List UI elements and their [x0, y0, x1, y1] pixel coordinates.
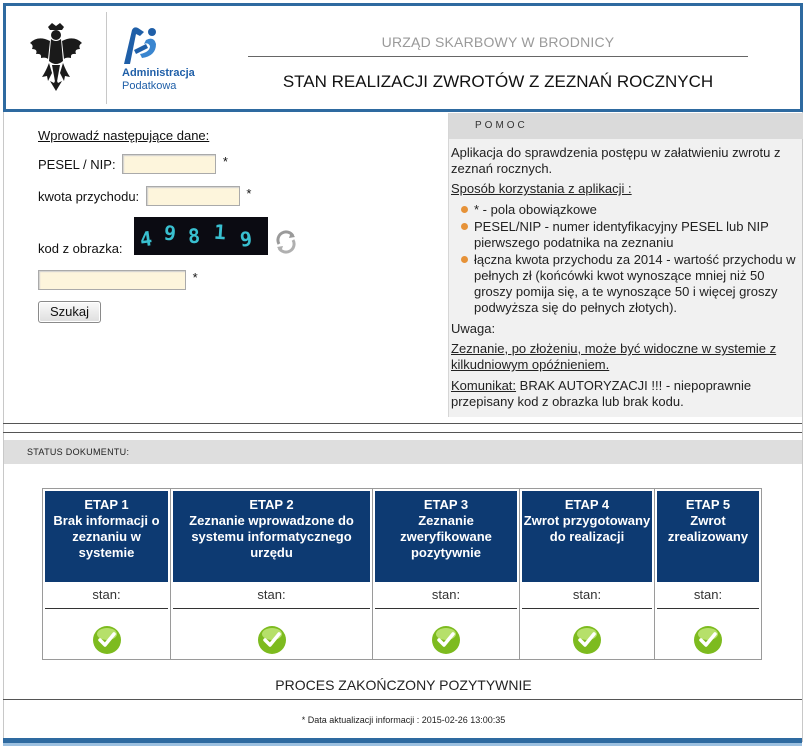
check-icon — [257, 625, 287, 655]
stage-state-label: stan: — [257, 587, 286, 602]
stage-title: ETAP 5 — [685, 497, 731, 512]
stage-rule — [522, 608, 652, 609]
amount-input[interactable] — [146, 186, 240, 206]
message-label: Komunikat: — [451, 378, 517, 393]
stage-3 — [373, 489, 519, 659]
help-panel — [448, 113, 802, 417]
stage-description: Zwrot przygotowany do realizacji — [523, 513, 651, 544]
header-divider — [106, 12, 107, 104]
page-header — [3, 3, 803, 112]
help-list-item — [461, 219, 801, 251]
logo-line-2: Podatkowa — [122, 80, 177, 92]
amount-label: kwota przychodu: — [38, 188, 140, 204]
footer-divider — [3, 699, 802, 700]
stage-1 — [43, 489, 170, 659]
help-message — [451, 378, 801, 410]
stage-state-label: stan: — [431, 587, 461, 602]
pesel-input[interactable] — [122, 154, 216, 174]
stage-title: ETAP 3 — [423, 497, 469, 512]
stage-title: ETAP 4 — [564, 497, 610, 512]
help-usage-heading: Sposób korzystania z aplikacji : — [451, 181, 632, 196]
logo-line-1: Administracja — [122, 67, 195, 79]
required-mark: * — [192, 270, 198, 285]
help-list-item — [461, 202, 801, 218]
check-icon — [572, 625, 602, 655]
form-instruction: Wprowadź następujące dane: — [38, 128, 210, 143]
pesel-label: PESEL / NIP: — [38, 156, 116, 172]
bullet-icon — [461, 223, 468, 230]
stage-5 — [655, 489, 761, 659]
help-title: POMOC — [449, 113, 803, 139]
help-note-text: Zeznanie, po złożeniu, może być widoczne w systemie z kilkudniowym opóźnieniem. — [451, 341, 777, 372]
bullet-icon — [461, 206, 468, 213]
page-title: STAN REALIZACJI ZWROTÓW Z ZEZNAŃ ROCZNYCH — [282, 72, 714, 91]
help-item-text: łączna kwota przychodu za 2014 - wartość przychodu w pełnych zł (końcówki kwot wynoszące mniej niż 50 groszy pomija się, a te wynoszące 50 i więcej groszy podwyższa się do pełnych złotych). — [474, 252, 796, 315]
check-icon — [693, 625, 723, 655]
required-mark: * — [246, 186, 252, 201]
message-text: BRAK AUTORYZACJI !!! - niepoprawnie przepisany kod z obrazka lub brak kodu. — [451, 378, 752, 409]
stage-rule — [173, 608, 370, 609]
help-item-text: * - pola obowiązkowe — [474, 202, 597, 217]
help-list-item — [461, 252, 801, 316]
stage-title: ETAP 2 — [249, 497, 294, 512]
office-name: URZĄD SKARBOWY W BRODNICY — [381, 34, 615, 50]
help-list — [461, 202, 801, 317]
captcha-image — [134, 217, 268, 255]
stage-description: Zeznanie zweryfikowane pozytywnie — [400, 513, 492, 560]
stage-title: ETAP 1 — [84, 497, 129, 512]
polish-eagle-emblem-icon — [28, 21, 84, 93]
stage-state-label: stan: — [693, 587, 723, 602]
stage-rule — [375, 608, 517, 609]
frame-left-border — [3, 112, 4, 742]
captcha-input[interactable] — [38, 270, 186, 290]
amount-row — [38, 186, 251, 206]
captcha-char: 9 — [238, 226, 254, 252]
captcha-char: 9 — [162, 220, 178, 246]
check-icon — [431, 625, 461, 655]
stage-header — [173, 491, 370, 582]
captcha-char: 1 — [213, 219, 227, 245]
captcha-char: 8 — [187, 223, 201, 249]
stage-header — [522, 491, 652, 582]
stage-description: Zeznanie wprowadzone do systemu informatycznego urzędu — [189, 513, 354, 560]
stage-header — [375, 491, 517, 582]
pesel-row — [38, 154, 228, 174]
stage-rule — [45, 608, 168, 609]
stages-table — [42, 488, 762, 660]
captcha-char: 4 — [138, 226, 154, 252]
section-divider — [3, 432, 802, 433]
search-button[interactable]: Szukaj — [38, 301, 101, 323]
update-info: * Data aktualizacji informacji : 2015-02-26 13:00:35 — [301, 715, 506, 725]
help-item-text: PESEL/NIP - numer identyfikacyjny PESEL lub NIP pierwszego podatnika na zeznaniu — [474, 219, 769, 250]
required-mark: * — [222, 154, 228, 169]
help-note-label: Uwaga: — [451, 321, 496, 336]
stage-rule — [657, 608, 759, 609]
administracja-podatkowa-logo-text — [122, 67, 195, 93]
captcha-input-row — [38, 270, 198, 290]
header-rule — [248, 56, 748, 57]
captcha-label: kod z obrazka: — [38, 241, 123, 256]
stage-header — [45, 491, 168, 582]
stage-description: Zwrot zrealizowany — [667, 513, 749, 544]
stage-2 — [171, 489, 372, 659]
process-result: PROCES ZAKOŃCZONY POZYTYWNIE — [275, 677, 532, 693]
status-heading: STATUS DOKUMENTU: — [4, 440, 802, 464]
help-intro: Aplikacja do sprawdzenia postępu w załatwieniu zwrotu z zeznań rocznych. — [451, 145, 781, 176]
stage-state-label: stan: — [572, 587, 602, 602]
bullet-icon — [461, 256, 468, 263]
section-divider — [3, 423, 802, 424]
stage-header — [657, 491, 759, 582]
check-icon — [92, 625, 122, 655]
stage-4 — [520, 489, 654, 659]
frame-right-border — [802, 112, 803, 742]
stage-description: Brak informacji o zeznaniu w systemie — [53, 513, 160, 560]
administracja-podatkowa-logo-icon — [120, 24, 160, 68]
refresh-captcha-icon[interactable] — [273, 228, 299, 254]
stage-state-label: stan: — [92, 587, 121, 602]
